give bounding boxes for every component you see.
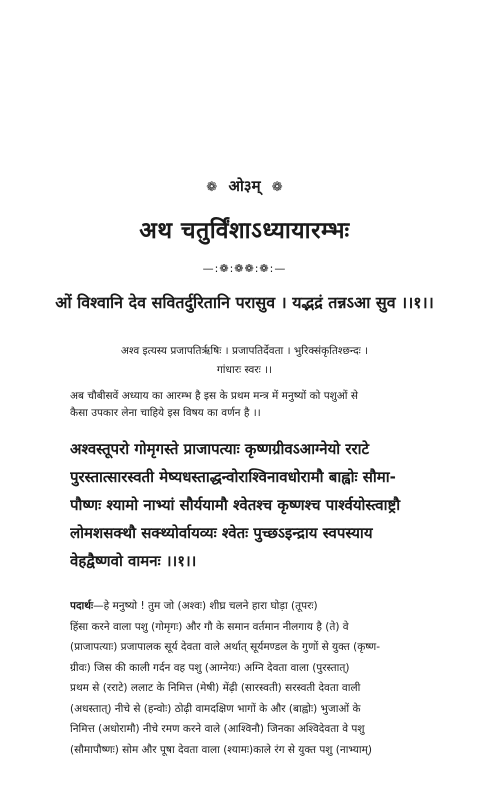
om-symbol: ओ३म्	[228, 177, 261, 195]
verse-line: अश्वस्तूपरो गोमृगस्ते प्राजापत्याः कृष्णग्रीवऽआग्नेयो रराटे	[70, 440, 370, 458]
flower-ornament-icon: ❁	[271, 180, 283, 195]
verse-block	[70, 435, 470, 575]
gloss-text: —हे मनुष्यो ! तुम जो (अश्वः) शीघ्र चलने हारा घोड़ा (तूपरः)	[93, 600, 318, 612]
flower-ornament-icon: ❁	[206, 180, 218, 195]
verse-line: पुरस्तात्सारस्वती मेष्यधस्ताद्धन्वोराश्विनावधोरामौ बाह्वोः सौमा-	[70, 468, 396, 486]
gloss-line: निमित्त (अधोरामौ) नीचे रमण करने वाले (आश्विनौ) जिनका अश्विदेवता वे पशु	[70, 723, 365, 735]
gloss-line: (प्राजापत्याः) प्रजापालक सूर्य देवता वाले अर्थात् सूर्यमण्डल के गुणों से युक्त (कृष्ण-	[70, 641, 381, 653]
intro-line: अब चौबीसवें अध्याय का आरम्भ है इस के प्रथम मन्त्र में मनुष्यों को पशुओं से	[70, 390, 358, 402]
rishi-line: गांधारः स्वरः ।।	[216, 364, 273, 376]
gloss-line: प्रथम से (रराटे) ललाट के निमित्त (मेषी) मेंढ़ी (सारस्वती) सरस्वती देवता वाली	[70, 682, 361, 694]
rishi-line: अश्व इत्यस्य प्रजापतिर्ऋषिः । प्रजापतिर्देवता । भुरिक्संकृतिश्छन्दः ।	[120, 345, 369, 357]
verse-line: वेहद्वैष्णवो वामनः ।।१।।	[70, 552, 197, 570]
rishi-devata-block	[0, 342, 489, 380]
verse-line: लोमशसक्थौ सक्थ्योर्वायव्यः श्वेतः पुच्छऽइन्द्राय स्वपस्याय	[70, 524, 373, 542]
divider-ornament: —:❁:❁❁:❁:—	[202, 262, 287, 275]
gloss-line: हिंसा करने वाला पशु (गोमृगः) और गौ के समान वर्तमान नीलगाय है (ते) वे	[70, 620, 349, 633]
gloss-line: (अधस्तात्) नीचे से (हन्वोः) ठोढ़ी वामदक्षिण भागों के और (बाह्वोः) भुजाओं के	[70, 702, 361, 715]
gloss-line: ग्रीवः) जिस की काली गर्दन वह पशु (आग्नेयः) अग्नि देवता वाला (पुरस्तात्)	[70, 661, 350, 674]
gloss-line: (सौमापौष्णः) सोम और पूषा देवता वाला (श्यामः)काले रंग से युक्त पशु (नाभ्याम्)	[70, 743, 372, 756]
word-meaning-block	[70, 596, 474, 760]
gloss-line	[70, 596, 474, 617]
intro-line: कैसा उपकार लेना चाहिये इस विषय का वर्णन है ।।	[70, 407, 261, 419]
padartha-label: पदार्थः	[70, 600, 94, 612]
om-heading	[0, 176, 489, 196]
chapter-title: अथ चतुर्विंशाऽध्यायारम्भः	[139, 218, 350, 244]
intro-paragraph	[70, 388, 470, 422]
verse-line: पौष्णः श्यामो नाभ्यां सौर्ययामौ श्वेतश्च कृष्णश्च पार्श्वयोस्त्वाष्ट्रौ	[70, 496, 401, 514]
invocation-mantra: ओं विश्वानि देव सवितर्दुरितानि परासुव । यद्भद्रं तन्नऽआ सुव ।।१।।	[55, 293, 434, 312]
